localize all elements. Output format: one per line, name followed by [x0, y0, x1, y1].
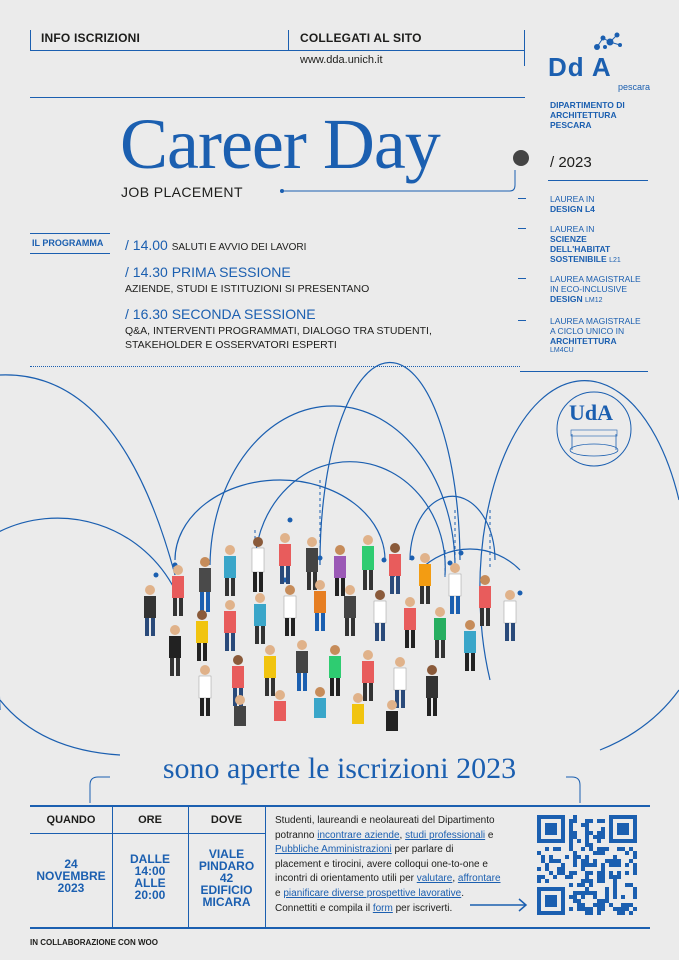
- header-quando: QUANDO: [46, 814, 96, 826]
- degrees-rule-top: [548, 180, 648, 181]
- table-header-rule: [30, 833, 265, 834]
- degree-tick: [518, 320, 526, 321]
- person-figure: [144, 585, 156, 636]
- person-figure: [314, 580, 326, 631]
- degree-tick: [518, 278, 526, 279]
- degree-scienze: LAUREA IN SCIENZE DELL'HABITAT SOSTENIBILE L21: [550, 224, 621, 264]
- person-figure: [199, 557, 211, 612]
- header-rule-2: [30, 97, 525, 98]
- degree-architettura: LAUREA MAGISTRALE A CICLO UNICO IN ARCHITETTURA LM4CU: [550, 316, 641, 354]
- table-rule-top: [30, 805, 650, 807]
- department-name: DIPARTIMENTO DI ARCHITETTURA PESCARA: [550, 100, 625, 130]
- table-rule-bottom: [30, 927, 650, 929]
- person-figure: [394, 657, 406, 708]
- qr-code-icon[interactable]: [537, 815, 637, 915]
- person-figure: [314, 687, 326, 718]
- program-item-1630: / 16.30 SECONDA SESSIONE: [125, 306, 316, 322]
- person-figure: [419, 553, 431, 604]
- arrow-right-icon: [470, 895, 532, 915]
- person-figure: [252, 537, 264, 592]
- info-iscrizioni-label[interactable]: INFO ISCRIZIONI: [41, 31, 140, 45]
- info-paragraph: Studenti, laureandi e neolaureati del Dipartimento potranno incontrare aziende, studi professionali e Pubbliche Amministrazioni per parlare di placement e tirocini, avere colloqui one-to-one e incontri di orientamento utili per valutare, affrontare e pianificare diverse prospettive lavorative. Connettiti e compila il form per iscriverti.: [275, 815, 501, 914]
- hours-value: DALLE 14:00 ALLE 20:00: [130, 852, 170, 902]
- person-figure: [434, 607, 446, 658]
- subtitle: JOB PLACEMENT: [121, 184, 243, 200]
- table-col-sep-3: [265, 807, 266, 927]
- program-rule-top: [30, 233, 110, 234]
- person-figure: [264, 645, 276, 696]
- person-figure: [352, 693, 364, 724]
- person-figure: [199, 665, 211, 716]
- site-url-link[interactable]: www.dda.unich.it: [300, 54, 383, 66]
- person-figure: [279, 533, 291, 584]
- person-figure: [274, 690, 286, 721]
- person-figure: [426, 665, 438, 716]
- year-label: / 2023: [550, 154, 592, 171]
- collegati-label: COLLEGATI AL SITO: [300, 31, 422, 45]
- header-tick-right: [524, 30, 525, 66]
- program-item-1430: / 14.30 PRIMA SESSIONE: [125, 264, 291, 280]
- person-figure: [334, 545, 346, 596]
- degree-tick: [518, 198, 526, 199]
- person-figure: [196, 610, 208, 661]
- where-value: VIALE PINDARO 42 EDIFICIO MICARA: [198, 847, 255, 909]
- header-tick-mid: [288, 30, 289, 51]
- collab-label: IN COLLABORAZIONE CON WOO: [30, 938, 158, 947]
- person-figure: [254, 593, 266, 644]
- dda-logo-text: Dd A: [548, 52, 612, 82]
- person-figure: [344, 585, 356, 636]
- person-figure: [329, 645, 341, 696]
- header-ore: ORE: [138, 814, 162, 826]
- title-dot: [513, 150, 529, 166]
- degree-design: LAUREA IN DESIGN L4: [550, 194, 595, 214]
- person-figure: [224, 600, 236, 651]
- crowd-illustration: [130, 520, 530, 740]
- banner-connector: [0, 755, 679, 805]
- program-item-1400: / 14.00 SALUTI E AVVIO DEI LAVORI: [125, 237, 307, 253]
- registration-banner: sono aperte le iscrizioni 2023: [162, 752, 517, 785]
- dda-logo-sub: pescara: [618, 82, 651, 92]
- person-figure: [479, 575, 491, 626]
- program-item-1430-desc: AZIENDE, STUDI E ISTITUZIONI SI PRESENTANO: [125, 283, 370, 295]
- person-figure: [362, 535, 374, 590]
- program-item-1630-desc: Q&A, INTERVENTI PROGRAMMATI, DIALOGO TRA STUDENTI,: [125, 325, 432, 337]
- header-tick-left: [30, 30, 31, 51]
- header-dove: DOVE: [210, 814, 243, 826]
- person-figure: [389, 543, 401, 594]
- person-figure: [169, 625, 181, 676]
- dda-logo: [548, 30, 651, 95]
- program-label: IL PROGRAMMA: [32, 238, 104, 248]
- program-rule-bottom: [30, 253, 110, 254]
- person-figure: [386, 700, 398, 731]
- header-rule: [30, 50, 525, 51]
- subtitle-connector: [280, 170, 520, 200]
- program-item-1630-desc2: STAKEHOLDER E OSSERVATORI ESPERTI: [125, 339, 337, 351]
- person-figure: [224, 545, 236, 596]
- person-figure: [464, 620, 476, 671]
- when-value: 24 NOVEMBRE 2023: [36, 857, 106, 895]
- person-figure: [449, 563, 461, 614]
- person-figure: [504, 590, 516, 641]
- person-figure: [296, 640, 308, 691]
- person-figure: [172, 565, 184, 616]
- form-link[interactable]: form: [372, 902, 393, 914]
- degree-eco-inclusive: LAUREA MAGISTRALE IN ECO-INCLUSIVE DESIGN LM12: [550, 274, 641, 304]
- person-figure: [234, 695, 246, 726]
- degree-tick: [518, 228, 526, 229]
- uda-logo-text: UdA: [569, 400, 614, 425]
- page-title: Career Day: [120, 104, 440, 184]
- person-figure: [284, 585, 296, 636]
- person-figure: [374, 590, 386, 641]
- person-figure: [362, 650, 374, 701]
- person-figure: [404, 597, 416, 648]
